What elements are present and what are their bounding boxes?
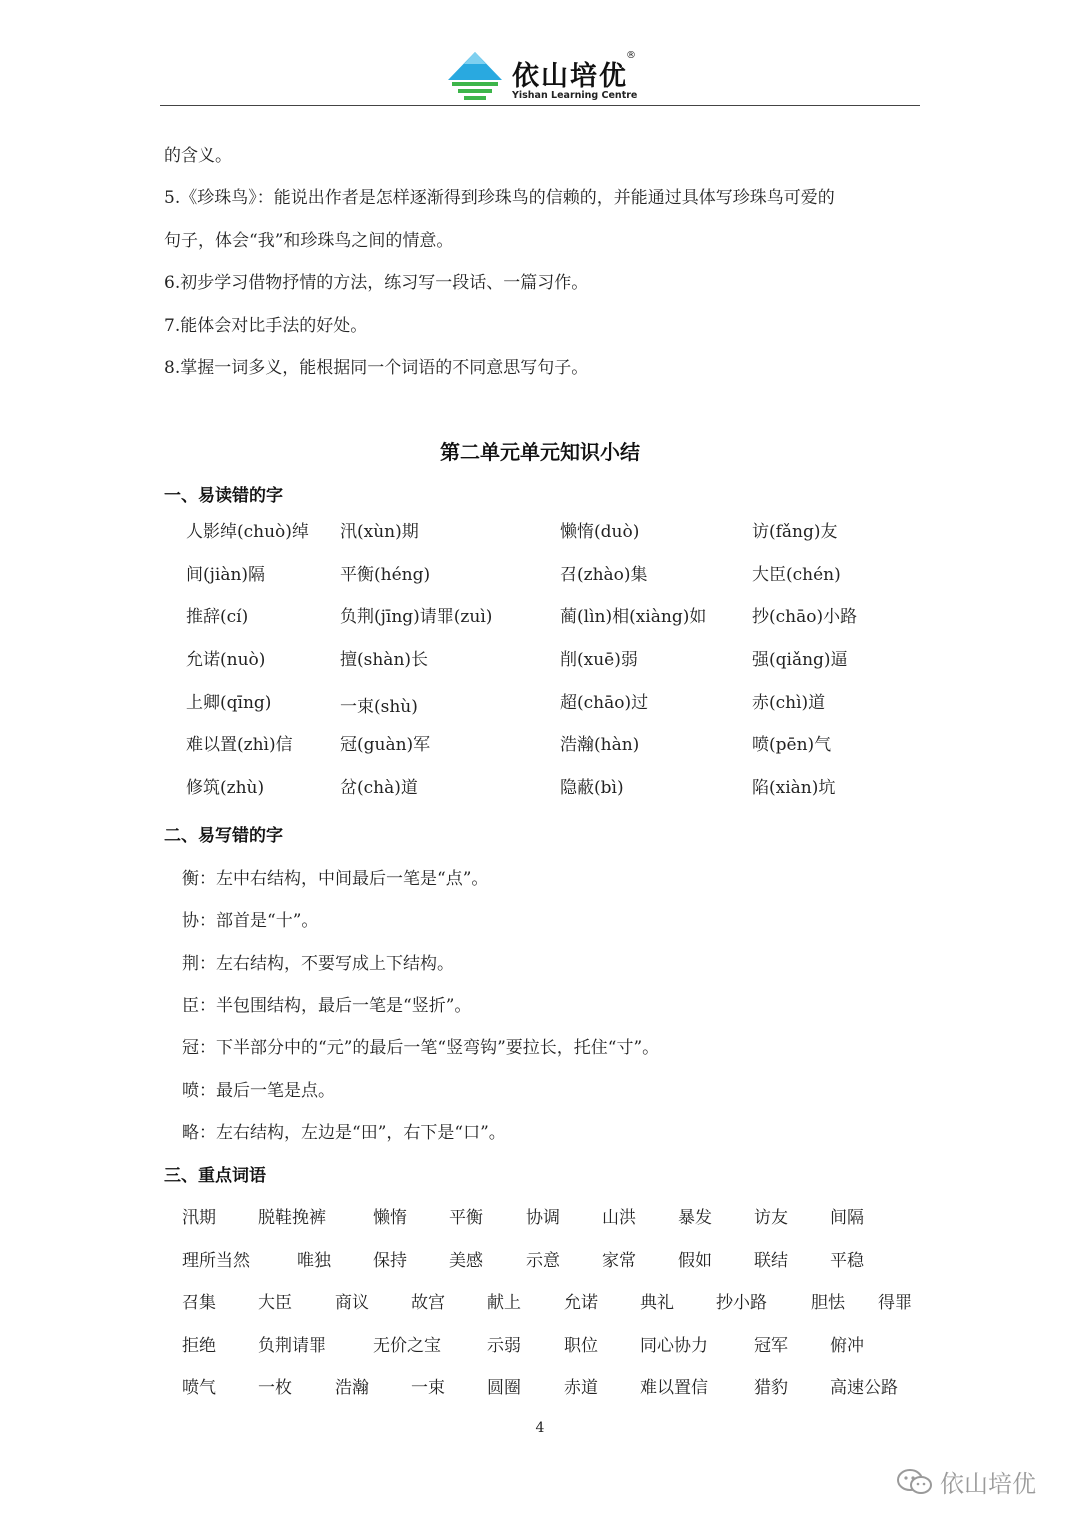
writing-note: 略：左右结构，左边是“田”，右下是“口”。 bbox=[182, 1123, 506, 1143]
vocab-word: 得罪 bbox=[878, 1293, 912, 1313]
vocab-word: 家常 bbox=[602, 1251, 636, 1271]
heading-misread-characters: 一、易读错的字 bbox=[164, 486, 283, 506]
vocab-word: 冠军 bbox=[754, 1336, 788, 1356]
pronunciation-cell: 削(xuē)弱 bbox=[560, 650, 638, 670]
pronunciation-cell: 召(zhào)集 bbox=[560, 565, 648, 585]
writing-note: 协：部首是“十”。 bbox=[182, 911, 319, 931]
writing-note: 衡：左中右结构，中间最后一笔是“点”。 bbox=[182, 869, 489, 889]
pronunciation-cell: 擅(shàn)长 bbox=[340, 650, 429, 670]
vocab-word: 平衡 bbox=[449, 1208, 483, 1228]
pronunciation-cell: 负荆(jīng)请罪(zuì) bbox=[340, 607, 493, 627]
pronunciation-cell: 汛(xùn)期 bbox=[340, 522, 419, 542]
vocab-word: 假如 bbox=[678, 1251, 712, 1271]
logo-mountain-icon bbox=[446, 50, 504, 106]
pronunciation-cell: 冠(guàn)军 bbox=[340, 735, 431, 755]
pronunciation-cell: 访(fǎng)友 bbox=[752, 522, 838, 542]
header-divider bbox=[160, 105, 920, 106]
vocab-word: 无价之宝 bbox=[373, 1336, 441, 1356]
vocab-word: 抄小路 bbox=[716, 1293, 767, 1313]
vocab-word: 暴发 bbox=[678, 1208, 712, 1228]
vocab-word: 商议 bbox=[335, 1293, 369, 1313]
vocab-word: 献上 bbox=[487, 1293, 521, 1313]
writing-note: 臣：半包围结构，最后一笔是“竖折”。 bbox=[182, 996, 472, 1016]
writing-note: 荆：左右结构，不要写成上下结构。 bbox=[182, 954, 454, 974]
pronunciation-cell: 一束(shù) bbox=[340, 697, 418, 717]
pronunciation-cell: 修筑(zhù) bbox=[186, 778, 265, 798]
pronunciation-cell: 间(jiàn)隔 bbox=[186, 565, 266, 585]
pronunciation-cell: 蔺(lìn)相(xiàng)如 bbox=[560, 607, 707, 627]
vocab-word: 胆怯 bbox=[811, 1293, 845, 1313]
pronunciation-cell: 浩瀚(hàn) bbox=[560, 735, 640, 755]
vocab-word: 协调 bbox=[526, 1208, 560, 1228]
page-number: 4 bbox=[535, 1420, 545, 1436]
page-header bbox=[160, 40, 920, 106]
vocab-word: 允诺 bbox=[564, 1293, 598, 1313]
pronunciation-cell: 隐蔽(bì) bbox=[560, 778, 624, 798]
pronunciation-cell: 推辞(cí) bbox=[186, 607, 249, 627]
vocab-word: 圆圈 bbox=[487, 1378, 521, 1398]
vocab-word: 理所当然 bbox=[182, 1251, 250, 1271]
vocab-word: 难以置信 bbox=[640, 1378, 708, 1398]
pronunciation-cell: 大臣(chén) bbox=[752, 565, 841, 585]
intro-line: 句子，体会“我”和珍珠鸟之间的情意。 bbox=[164, 231, 454, 251]
intro-line: 的含义。 bbox=[164, 146, 232, 166]
section-title: 第二单元单元知识小结 bbox=[440, 440, 640, 464]
wechat-watermark bbox=[896, 1462, 1056, 1498]
vocab-word: 猎豹 bbox=[754, 1378, 788, 1398]
watermark-text: 依山培优 bbox=[940, 1470, 1036, 1498]
pronunciation-cell: 超(chāo)过 bbox=[560, 693, 649, 713]
heading-key-vocabulary: 三、重点词语 bbox=[164, 1166, 266, 1186]
pronunciation-cell: 懒惰(duò) bbox=[560, 522, 640, 542]
pronunciation-cell: 岔(chà)道 bbox=[340, 778, 418, 798]
vocab-word: 喷气 bbox=[182, 1378, 216, 1398]
vocab-word: 同心协力 bbox=[640, 1336, 708, 1356]
heading-miswritten-characters: 二、易写错的字 bbox=[164, 826, 283, 846]
intro-line: 6.初步学习借物抒情的方法，练习写一段话、一篇习作。 bbox=[164, 273, 589, 293]
vocab-word: 平稳 bbox=[830, 1251, 864, 1271]
vocab-word: 懒惰 bbox=[373, 1208, 407, 1228]
vocab-word: 职位 bbox=[564, 1336, 598, 1356]
registered-mark: ® bbox=[626, 50, 636, 61]
vocab-word: 负荆请罪 bbox=[258, 1336, 326, 1356]
vocab-word: 美感 bbox=[449, 1251, 483, 1271]
pronunciation-cell: 抄(chāo)小路 bbox=[752, 607, 858, 627]
vocab-word: 示意 bbox=[526, 1251, 560, 1271]
writing-note: 喷：最后一笔是点。 bbox=[182, 1081, 335, 1101]
pronunciation-cell: 上卿(qīng) bbox=[186, 693, 272, 713]
vocab-word: 一束 bbox=[411, 1378, 445, 1398]
vocab-word: 浩瀚 bbox=[335, 1378, 369, 1398]
pronunciation-cell: 赤(chì)道 bbox=[752, 693, 826, 713]
logo-chinese-name: 依山培优 bbox=[512, 61, 628, 92]
vocab-word: 拒绝 bbox=[182, 1336, 216, 1356]
vocab-word: 汛期 bbox=[182, 1208, 216, 1228]
vocab-word: 访友 bbox=[754, 1208, 788, 1228]
vocab-word: 典礼 bbox=[640, 1293, 674, 1313]
vocab-word: 联结 bbox=[754, 1251, 788, 1271]
pronunciation-cell: 陷(xiàn)坑 bbox=[752, 778, 836, 798]
intro-line: 7.能体会对比手法的好处。 bbox=[164, 316, 368, 336]
vocab-word: 故宫 bbox=[411, 1293, 445, 1313]
writing-note: 冠：下半部分中的“元”的最后一笔“竖弯钩”要拉长，托住“寸”。 bbox=[182, 1038, 660, 1058]
pronunciation-cell: 平衡(héng) bbox=[340, 565, 431, 585]
vocab-word: 保持 bbox=[373, 1251, 407, 1271]
vocab-word: 脱鞋挽裤 bbox=[258, 1208, 326, 1228]
pronunciation-cell: 难以置(zhì)信 bbox=[186, 735, 293, 755]
vocab-word: 一枚 bbox=[258, 1378, 292, 1398]
vocab-word: 俯冲 bbox=[830, 1336, 864, 1356]
vocab-word: 示弱 bbox=[487, 1336, 521, 1356]
pronunciation-cell: 人影绰(chuò)绰 bbox=[186, 522, 309, 542]
pronunciation-cell: 强(qiǎng)逼 bbox=[752, 650, 848, 670]
vocab-word: 赤道 bbox=[564, 1378, 598, 1398]
vocab-word: 大臣 bbox=[258, 1293, 292, 1313]
wechat-icon bbox=[896, 1468, 934, 1496]
logo-english-name: Yishan Learning Centre bbox=[512, 90, 638, 101]
pronunciation-cell: 允诺(nuò) bbox=[186, 650, 266, 670]
vocab-word: 唯独 bbox=[297, 1251, 331, 1271]
vocab-word: 召集 bbox=[182, 1293, 216, 1313]
intro-line: 5.《珍珠鸟》：能说出作者是怎样逐渐得到珍珠鸟的信赖的，并能通过具体写珍珠鸟可爱的 bbox=[164, 188, 835, 208]
vocab-word: 山洪 bbox=[602, 1208, 636, 1228]
vocab-word: 高速公路 bbox=[830, 1378, 898, 1398]
vocab-word: 间隔 bbox=[830, 1208, 864, 1228]
pronunciation-cell: 喷(pēn)气 bbox=[752, 735, 832, 755]
intro-line: 8.掌握一词多义，能根据同一个词语的不同意思写句子。 bbox=[164, 358, 589, 378]
